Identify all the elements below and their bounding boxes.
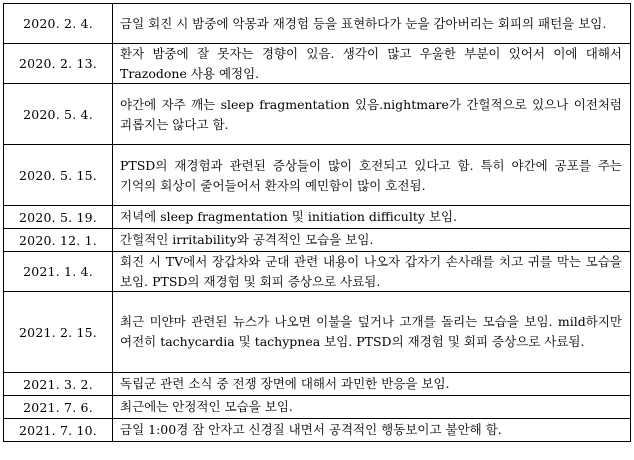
- table-row: [4, 84, 631, 145]
- note-date: 2021. 7. 6.: [4, 396, 113, 418]
- table-row: [4, 373, 631, 396]
- note-text-content: PTSD의 재경험과 관련된 증상들이 많이 호전되고 있다고 함. 특히 야간에 공포를 주는 기억의 회상이 줄어들어서 환자의 예민함이 많이 호전됨.: [120, 158, 622, 193]
- table-row: [4, 44, 631, 84]
- note-text: [113, 252, 631, 291]
- note-date: 2021. 7. 10.: [4, 419, 113, 441]
- note-date: 2021. 3. 2.: [4, 373, 113, 395]
- note-text-content: 금일 1:00경 잠 안자고 신경질 내면서 공격적인 행동보이고 불안해 함.: [120, 422, 502, 437]
- table-row: [4, 145, 631, 206]
- note-text-content: 최근 미얀마 관련된 뉴스가 나오면 이불을 덮거나 고개를 돌리는 모습을 보임. mild하지만 여전히 tachycardia 및 tachypnea 보임. PTSD의 재경험 및 회피 증상으로 사료됨.: [120, 314, 622, 349]
- note-text-content: 독립군 관련 소식 중 전쟁 장면에 대해서 과민한 반응을 보임.: [120, 376, 450, 391]
- note-date: 2020. 2. 13.: [4, 44, 113, 83]
- table-row: [4, 4, 631, 44]
- table-row: [4, 229, 631, 252]
- note-text: [113, 373, 631, 395]
- note-text-content: 최근에는 안정적인 모습을 보임.: [120, 399, 293, 414]
- table-row: [4, 252, 631, 292]
- note-text-content: 저녁에 sleep fragmentation 및 initiation difficulty 보임.: [120, 209, 458, 224]
- note-text-content: 야간에 자주 깨는 sleep fragmentation 있음.nightmare가 간헐적으로 있으나 이전처럼 괴롭지는 않다고 함.: [120, 97, 622, 132]
- note-date: 2021. 1. 4.: [4, 252, 113, 291]
- note-text: [113, 145, 631, 205]
- table-row: [4, 396, 631, 419]
- note-text: [113, 44, 631, 83]
- note-text-content: 간헐적인 irritability와 공격적인 모습을 보임.: [120, 232, 374, 247]
- progress-notes-table: [3, 3, 631, 442]
- note-text-content: 회진 시 TV에서 장갑차와 군대 관련 내용이 나오자 갑자기 손사래를 치고 귀를 막는 모습을 보임. PTSD의 재경험 및 회피 증상으로 사료됨.: [120, 253, 622, 289]
- note-text: [113, 419, 631, 441]
- note-date: 2020. 5. 15.: [4, 145, 113, 205]
- note-date: 2020. 5. 4.: [4, 84, 113, 144]
- table-row: [4, 419, 631, 442]
- note-date: 2020. 12. 1.: [4, 229, 113, 251]
- note-text: [113, 206, 631, 228]
- note-text-content: 금일 회진 시 밤중에 악몽과 재경험 등을 표현하다가 눈을 감아버리는 회피의 패턴을 보임.: [120, 15, 607, 31]
- note-text: [113, 229, 631, 251]
- table-row: [4, 206, 631, 229]
- note-date: 2020. 5. 19.: [4, 206, 113, 228]
- note-text: [113, 4, 631, 43]
- note-text: [113, 396, 631, 418]
- note-date: 2020. 2. 4.: [4, 4, 113, 43]
- note-date: 2021. 2. 15.: [4, 292, 113, 372]
- note-text: [113, 84, 631, 144]
- note-text: [113, 292, 631, 372]
- note-text-content: 환자 밤중에 잘 못자는 경향이 있음. 생각이 많고 우울한 부분이 있어서 이에 대해서 Trazodone 사용 예정임.: [120, 45, 622, 81]
- table-row: [4, 292, 631, 373]
